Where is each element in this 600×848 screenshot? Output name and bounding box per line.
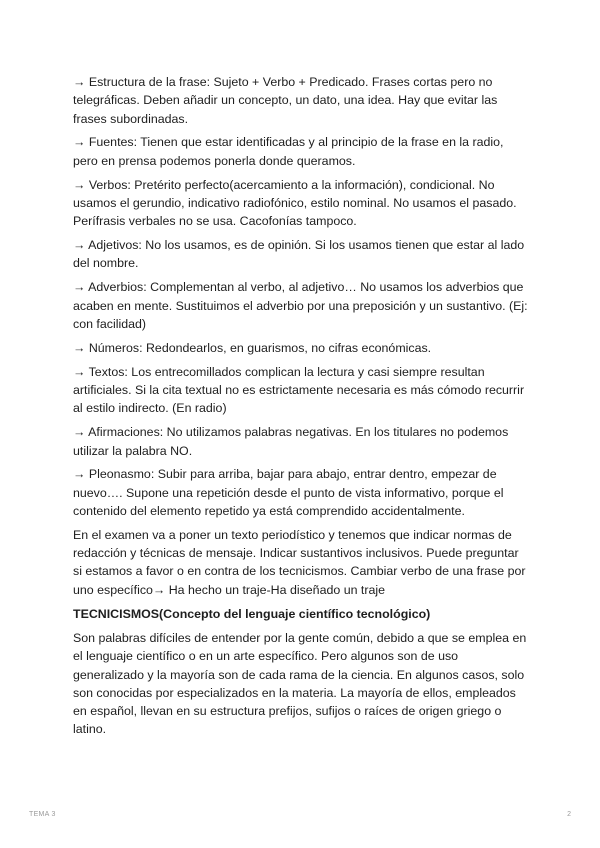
paragraph-adjetivos: → Adjetivos: No los usamos, es de opinión. Si los usamos tienen que estar al lado del nombre. [73,238,525,271]
paragraph-verbos: → Verbos: Pretérito perfecto(acercamiento a la información), condicional. No usamos el gerundio, indicativo radiofónico, estilo nominal. No usamos el pasado. Perífrasis verbales no se usa. Cacofonías tampoco. [73,177,517,229]
paragraph-tecnicismos: Son palabras difíciles de entender por la gente común, debido a que se emplea en el lenguaje científico o en un arte específico. Pero algunos son de uso generalizado y la mayoría son de cada rama de la ciencia. En algunos casos, solo son conocidas por especializados en la materia. La mayoría de ellos, empleados en español, llevan en su estructura prefijos, sufijos o raíces de origen griego o latino. [73,630,527,737]
paragraph-afirmaciones: → Afirmaciones: No utilizamos palabras negativas. En los titulares no podemos utilizar la palabra NO. [73,425,509,458]
footer-section-label: TEMA 3 [29,811,56,818]
section-heading-tecnicismos: TECNICISMOS(Concepto del lenguaje científico tecnológico) [73,606,431,621]
paragraph-estructura: → Estructura de la frase: Sujeto + Verbo + Predicado. Frases cortas pero no telegráficas. Deben añadir un concepto, un dato, una idea. Hay que evitar las frases subordinadas. [73,75,498,126]
paragraph-pleonasmo: → Pleonasmo: Subir para arriba, bajar para abajo, entrar dentro, empezar de nuevo…. Supone una repetición desde el punto de vista informativo, porque el contenido del elemento repetido ya está comprendido accidentalmente. [73,467,504,518]
paragraph-fuentes: → Fuentes: Tienen que estar identificadas y al principio de la frase en la radio, pero en prensa podemos ponerla donde queramos. [73,135,504,168]
paragraph-adverbios: → Adverbios: Complementan al verbo, al adjetivo… No usamos los adverbios que acaben en mente. Sustituimos el adverbio por una preposición y un sustantivo. (Ej: con facilidad) [73,280,528,331]
footer-page-number: 2 [567,811,571,818]
document-body [73,73,528,744]
paragraph-examen: En el examen va a poner un texto periodístico y tenemos que indicar normas de redacción y técnicas de mensaje. Indicar sustantivos inclusivos. Puede preguntar si estamos a favor o en contra de los tecnicismos. Cambiar verbo de una frase por uno específico→ Ha hecho un traje-Ha diseñado un traje [73,527,526,597]
paragraph-numeros: → Números: Redondearlos, en guarismos, no cifras económicas. [73,340,432,355]
paragraph-textos: → Textos: Los entrecomillados complican la lectura y casi siempre resultan artificiales. Si la cita textual no es estrictamente necesaria es más cómodo recurrir al estilo indirecto. (En radio) [73,364,525,416]
